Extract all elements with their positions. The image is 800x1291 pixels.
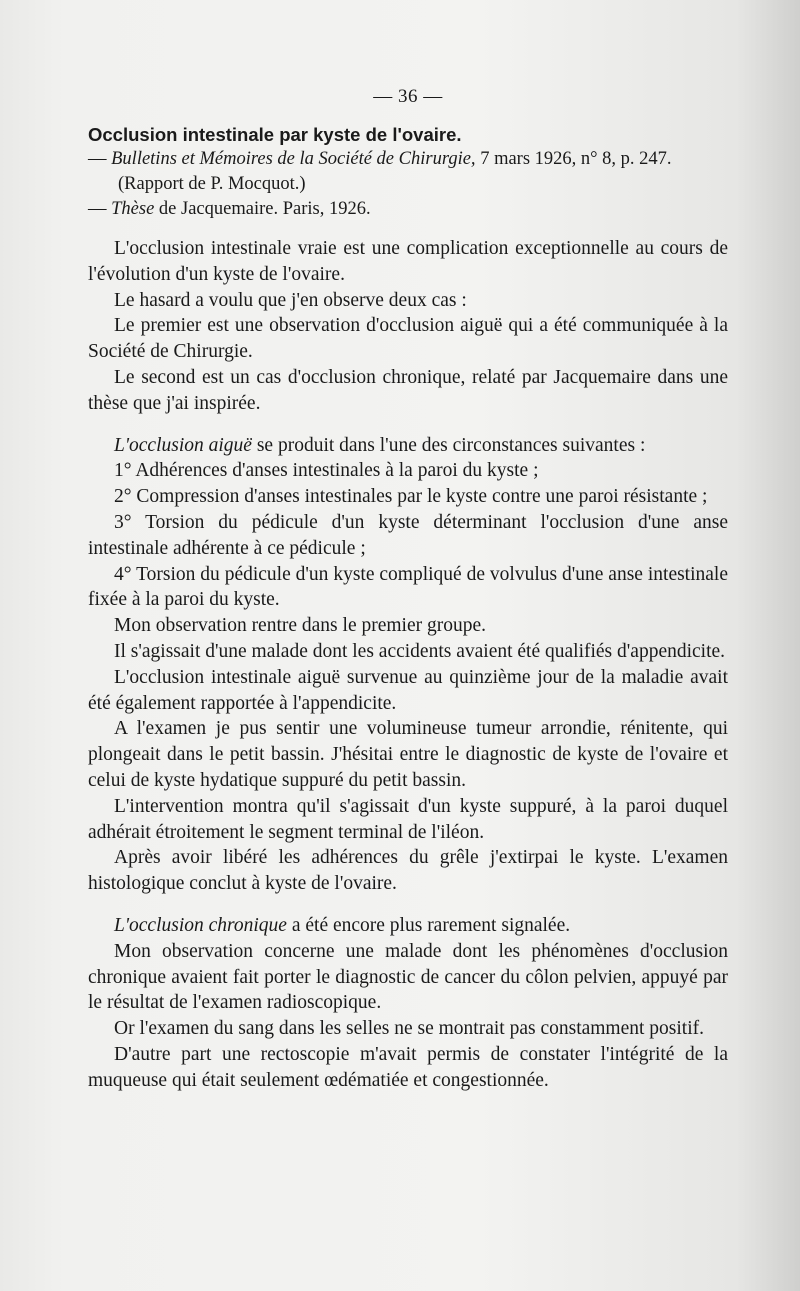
paragraph	[88, 562, 728, 614]
paragraph-text: Le premier est une observation d'occlusion aiguë qui a été communiquée à la Société de Chirurgie.	[88, 315, 728, 363]
section-heading: Occlusion intestinale par kyste de l'ovaire.	[88, 124, 462, 145]
paragraph-text: A l'examen je pus sentir une volumineuse tumeur arrondie, rénitente, qui plongeait dans le petit bassin. J'hésitai entre le diagnostic de kyste de l'ovaire et celui de kyste hydatique suppuré du petit bassin.	[88, 718, 728, 791]
paragraph	[88, 365, 728, 417]
paragraph-text: L'occlusion intestinale aiguë survenue au quinzième jour de la maladie avait été également rapportée à l'appendicite.	[88, 666, 728, 714]
paragraph	[88, 1016, 728, 1042]
reference-dash: —	[88, 199, 107, 219]
paragraph-text: 1° Adhérences d'anses intestinales à la paroi du kyste ;	[114, 460, 539, 482]
paragraph	[88, 913, 728, 939]
reference-dash: —	[88, 149, 107, 169]
paragraph	[88, 639, 728, 665]
paragraph	[88, 484, 728, 510]
reference-line	[88, 197, 728, 222]
paragraph	[88, 794, 728, 846]
paragraph	[88, 939, 728, 1016]
paragraph	[88, 433, 728, 459]
paragraph-italic-lead: L'occlusion aiguë	[114, 434, 252, 456]
reference-rest: de Jacquemaire. Paris, 1926.	[154, 199, 371, 219]
paragraph	[88, 288, 728, 314]
paragraph	[88, 845, 728, 897]
paragraph	[88, 613, 728, 639]
paragraph-text: L'intervention montra qu'il s'agissait d'un kyste suppuré, à la paroi duquel adhérait étroitement le segment terminal de l'iléon.	[88, 795, 728, 843]
paragraph-text: se produit dans l'une des circonstances suivantes :	[251, 434, 646, 456]
paragraph	[88, 236, 728, 288]
paragraph-text: Or l'examen du sang dans les selles ne se montrait pas constamment positif.	[114, 1018, 705, 1040]
reference-rest: 7 mars 1926, n° 8, p. 247. (Rapport de P. Mocquot.)	[118, 149, 672, 194]
paragraph-text: L'occlusion intestinale vraie est une complication exceptionnelle au cours de l'évolution d'un kyste de l'ovaire.	[88, 238, 728, 285]
paragraph-text: 2° Compression d'anses intestinales par le kyste contre une paroi résistante ;	[114, 486, 708, 508]
reference-italic: Thèse	[111, 199, 155, 219]
paragraph	[88, 458, 728, 484]
page-number: — 36 —	[373, 86, 443, 107]
reference-line	[88, 147, 728, 197]
paragraph	[88, 313, 728, 365]
paragraph-text: D'autre part une rectoscopie m'avait permis de constater l'intégrité de la muqueuse qui était seulement œdématiée et congestionnée.	[88, 1043, 728, 1091]
paragraph	[88, 510, 728, 562]
paragraph-text: 3° Torsion du pédicule d'un kyste déterminant l'occlusion d'une anse intestinale adhérente à ce pédicule ;	[88, 511, 728, 559]
reference-italic: Bulletins et Mémoires de la Société de Chirurgie,	[111, 149, 476, 169]
paragraph-italic-lead: L'occlusion chronique	[114, 914, 287, 936]
paragraph-text: Il s'agissait d'une malade dont les accidents avaient été qualifiés d'appendicite.	[114, 640, 726, 662]
paragraph-text: Le second est un cas d'occlusion chronique, relaté par Jacquemaire dans une thèse que j'ai inspirée.	[88, 366, 728, 414]
paragraph-text: Mon observation rentre dans le premier groupe.	[114, 615, 487, 637]
paragraph-text: 4° Torsion du pédicule d'un kyste compliqué de volvulus d'une anse intestinale fixée à la paroi du kyste.	[88, 563, 728, 611]
paragraph-text: Après avoir libéré les adhérences du grêle j'extirpai le kyste. L'examen histologique conclut à kyste de l'ovaire.	[88, 847, 728, 895]
paragraph	[88, 1042, 728, 1094]
paragraph-text: a été encore plus rarement signalée.	[286, 914, 571, 936]
body-text	[88, 236, 728, 1094]
paragraph	[88, 716, 728, 793]
paragraph-text: Mon observation concerne une malade dont les phénomènes d'occlusion chronique avaient fait porter le diagnostic de cancer du côlon pelvien, appuyé par le résultat de l'examen radioscopique.	[88, 940, 728, 1014]
paragraph	[88, 665, 728, 717]
paragraph-text: Le hasard a voulu que j'en observe deux cas :	[114, 289, 467, 311]
